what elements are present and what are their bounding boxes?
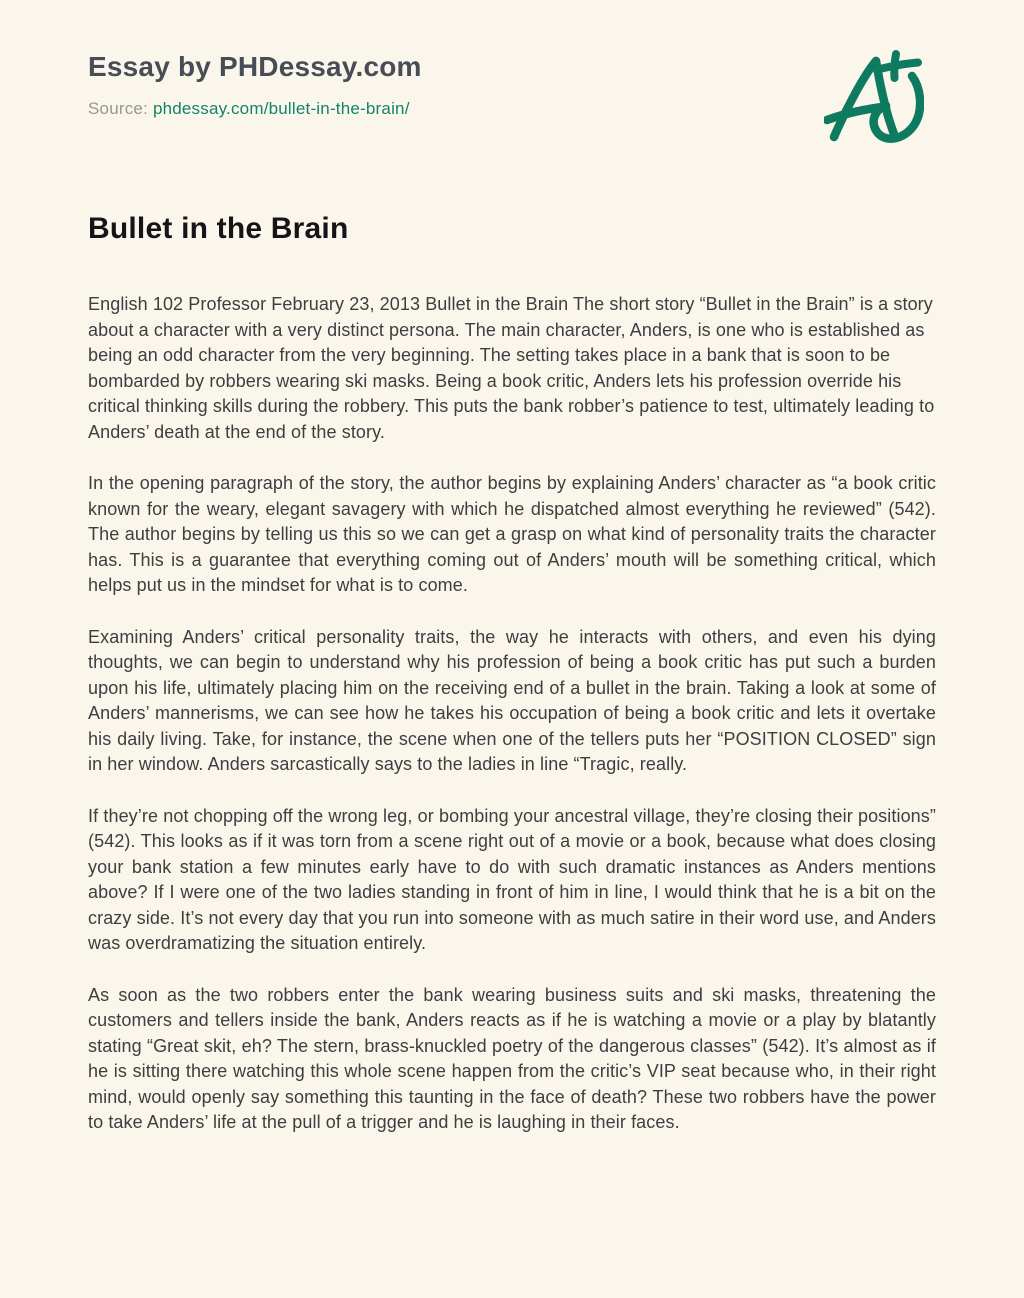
essay-paragraph-2: In the opening paragraph of the story, the author begins by explaining Anders’ character as “a book critic known for the weary, elegant savagery with which he dispatched almost everything he reviewed” (542). The author begins by telling us this so we can get a grasp on what kind of personality traits the character has. This is a guarantee that everything coming out of Anders’ mouth will be something critical, which helps put us in the mindset for what is to come. (88, 473, 936, 595)
essay-paragraph-3: Examining Anders’ critical personality traits, the way he interacts with others, and even his dying thoughts, we can begin to understand why his profession of being a book critic has put such a burden upon his life, ultimately placing him on the receiving end of a bullet in the brain. Taking a look at some of Anders’ mannerisms, we can see how he takes his occupation of being a book critic and lets it overtake his daily living. Take, for instance, the scene when one of the tellers puts her “POSITION CLOSED” sign in her window. Anders sarcastically says to the ladies in line “Tragic, really. (88, 626, 936, 774)
essay-paragraph-4: If they’re not chopping off the wrong leg, or bombing your ancestral village, they’re closing their positions” (542). This looks as if it was torn from a scene right out of a movie or a book, because what does closing your bank station a few minutes early have to do with such dramatic instances as Anders mentions above? If I were one of the two ladies standing in front of him in line, I would think that he is a bit on the crazy side. It’s not every day that you run into someone with as much satire in their word use, and Anders was overdramatizing the situation entirely. (88, 805, 936, 953)
a-plus-logo-icon (824, 48, 924, 150)
essay-title: Bullet in the Brain (88, 212, 349, 245)
page-header (88, 44, 936, 150)
header-text-block (88, 44, 422, 119)
source-label: Source: (88, 98, 148, 118)
essay-paragraph-1: English 102 Professor February 23, 2013 Bullet in the Brain The short story “Bullet in the Brain” is a story about a character with a very distinct persona. The main character, Anders, is one who is established as being an odd character from the very beginning. The setting takes place in a bank that is soon to be bombarded by robbers wearing ski masks. Being a book critic, Anders lets his profession override his critical thinking skills during the robbery. This puts the bank robber’s patience to test, ultimately leading to Anders’ death at the end of the story. (88, 294, 935, 442)
source-line (88, 99, 422, 119)
source-link[interactable]: phdessay.com/bullet-in-the-brain/ (152, 98, 410, 118)
essay-body (88, 292, 936, 1136)
essay-paragraph-5: As soon as the two robbers enter the bank wearing business suits and ski masks, threatening the customers and tellers inside the bank, Anders reacts as if he is watching a movie or a play by blatantly stating “Great skit, eh? The stern, brass-knuckled poetry of the dangerous classes” (542). It’s almost as if he is sitting there watching this whole scene happen from the critic’s VIP seat because who, in their right mind, would openly say something this taunting in the face of death? These two robbers have the power to take Anders’ life at the pull of a trigger and he is laughing in their faces. (88, 984, 936, 1132)
byline-heading: Essay by PHDessay.com (88, 51, 422, 82)
phdessay-logo (824, 48, 924, 150)
